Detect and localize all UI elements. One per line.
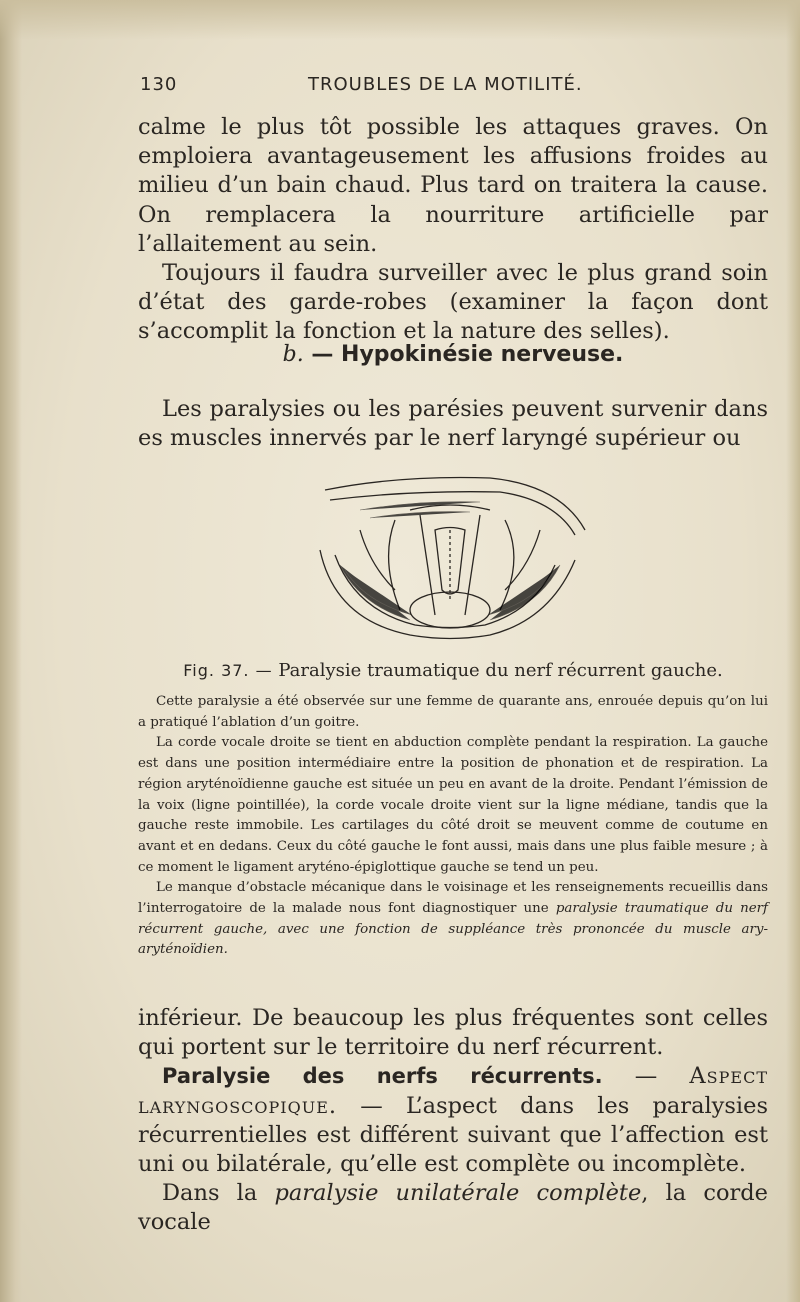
case-note-p1: Cette paralysie a été observée sur une femme de quarante ans, enrouée depuis qu’on lui a pratiqué l’ablation d’un goitre. <box>138 694 768 730</box>
paragraph-1 <box>138 113 768 347</box>
page-number: 130 <box>140 74 178 95</box>
running-header <box>138 74 768 104</box>
figure-caption-text: Paralysie traumatique du nerf récurrent gauche. <box>278 660 723 681</box>
case-note-p3 <box>138 878 768 961</box>
last-end: , la corde vocale <box>138 1180 768 1236</box>
paragraph-3 <box>138 1004 768 1238</box>
paragraph-3-heading-para <box>138 1062 768 1179</box>
paragraph-1-part-a: calme le plus tôt possible les attaques graves. On emploiera avantageusement les affusions froides au milieu d’un bain chaud. Plus tard on traitera la cause. On remplacera la nourriture artificielle par l’allaitement au sein. <box>138 114 768 257</box>
paragraph-3-line1: inférieur. De beaucoup les plus fréquentes sont celles qui portent sur le territoire du nerf récurrent. <box>138 1005 768 1061</box>
page-edge-left <box>0 0 22 1302</box>
figure-caption <box>138 660 768 681</box>
paragraph-3-last <box>138 1179 768 1237</box>
last-start: Dans la <box>162 1180 258 1207</box>
running-title: TROUBLES DE LA MOTILITÉ. <box>308 74 583 95</box>
section-heading <box>138 342 768 367</box>
case-note-p3-start: Le manque d’obstacle mécanique dans le voisinage et les renseignements recueillis dans l’interrogatoire de la malade nous font diagnostiquer une <box>138 880 768 917</box>
section-title: Hypokinésie nerveuse. <box>341 342 624 367</box>
section-dash: — <box>311 342 334 367</box>
larynx-illustration <box>300 470 600 650</box>
page-edge-right <box>786 0 800 1302</box>
case-note <box>138 692 768 961</box>
figure-label: Fig. 37. — <box>183 661 273 680</box>
page-edge-top <box>0 0 800 40</box>
aspect-text: — L’aspect dans les paralysies récurrentielles est différent suivant que l’affection est uni ou bilatérale, qu’elle est complète ou incomplète. <box>138 1092 768 1178</box>
case-note-p3-italic: paralysie traumatique du nerf récurrent gauche, avec une fonction de suppléance très prononcée du muscle ary-aryténoïdien. <box>138 901 768 958</box>
paragraph-1-part-b: Toujours il faudra surveiller avec le plus grand soin d’état des garde-robes (examiner la façon dont s’accomplit la fonction et la nature des selles). <box>138 260 768 345</box>
heading-dash: — <box>634 1063 658 1090</box>
section-letter: b. <box>282 342 304 367</box>
aspect-smallcaps: Aspect laryngoscopique. <box>138 1063 768 1119</box>
last-italic: paralysie unilatérale complète <box>274 1180 642 1207</box>
case-note-p2: La corde vocale droite se tient en abduction complète pendant la respiration. La gauche est dans une position intermédiaire entre la position de phonation et de respiration. La région aryténoïdienne gauche est située un peu en avant de la droite. Pendant l’émission de la voix (ligne pointillée), la corde vocale droite vient sur la ligne médiane, tandis que la gauche reste immobile. Les cartilages du côté droit se meuvent comme de coutume en avant et en dedans. Ceux du côté gauche le font aussi, mais dans une plus faible mesure ; à ce moment le ligament aryténo-épiglottique gauche se tend un peu. <box>138 735 768 875</box>
paragraph-2 <box>138 395 768 453</box>
recurrent-heading: Paralysie des nerfs récurrents. <box>162 1064 603 1089</box>
larynx-engraving <box>300 470 600 650</box>
paragraph-2-text: Les paralysies ou les parésies peuvent survenir dans es muscles innervés par le nerf laryngé supérieur ou <box>138 396 768 452</box>
